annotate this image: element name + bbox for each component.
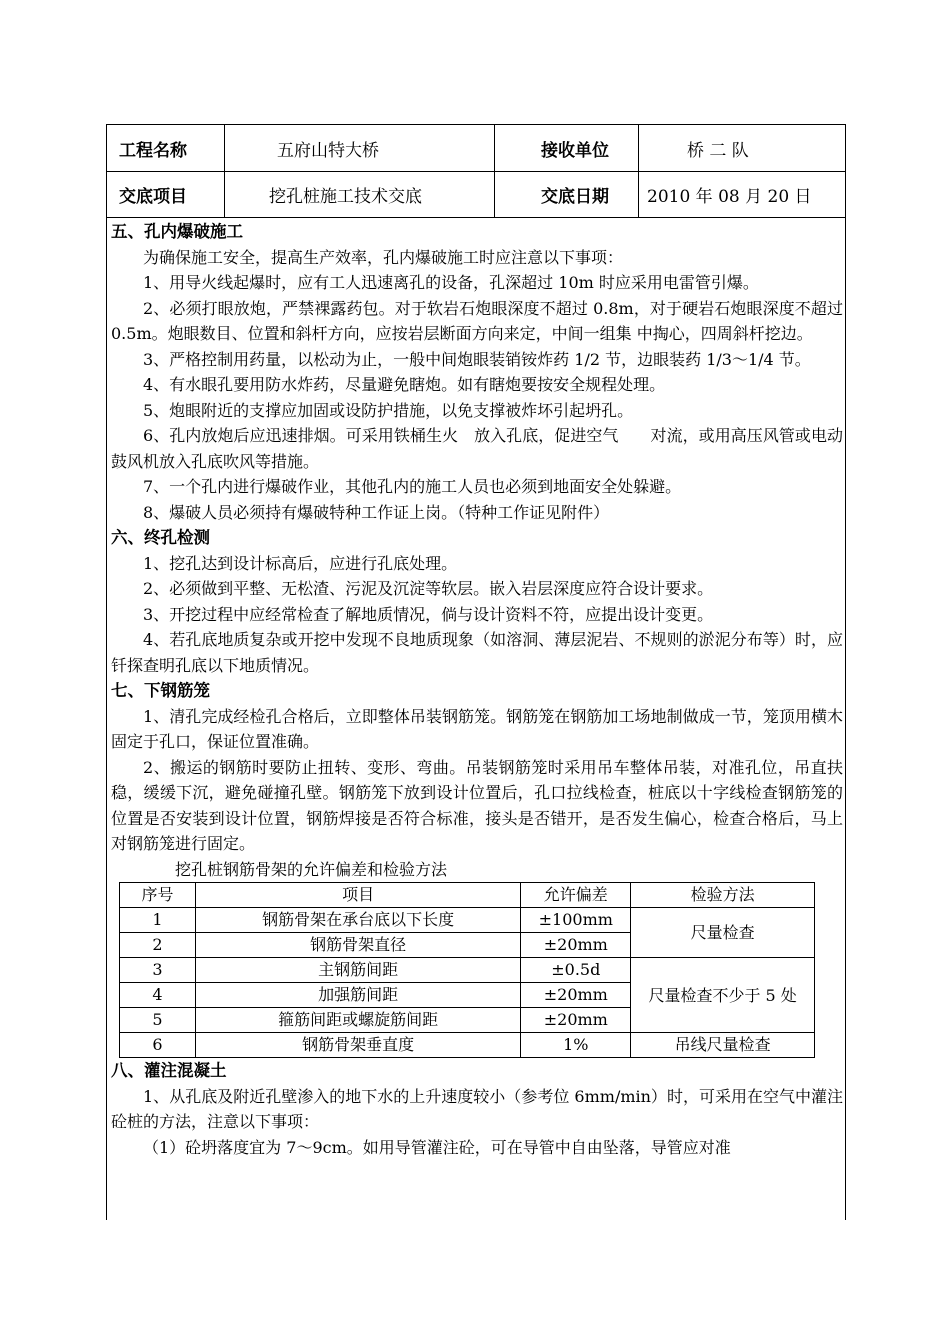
paragraph: 3、开挖过程中应经常检查了解地质情况，倘与设计资料不符，应提出设计变更。 [143, 604, 714, 624]
row-tolerance: ±100mm [521, 908, 631, 933]
row-item: 钢筋骨架垂直度 [195, 1033, 520, 1058]
section-title: 七、下钢筋笼 [111, 681, 210, 700]
header-divider [638, 125, 639, 217]
receiver-label: 接收单位 [541, 140, 609, 161]
row-tolerance: ±20mm [521, 933, 631, 958]
row-number: 5 [120, 1008, 196, 1033]
paragraph: 2、必须做到平整、无松渣、污泥及沉淀等软层。嵌入岩层深度应符合设计要求。 [143, 579, 714, 598]
header-divider [224, 125, 225, 217]
paragraph: 4、若孔底地质复杂或开挖中发现不良地质现象（如溶洞、薄层泥岩、不规则的淤泥分布等）时，应钎探查明孔底以下地质情况。 [111, 630, 843, 675]
paragraph: 4、有水眼孔要用防水炸药，尽量避免瞎炮。如有瞎炮要按安全规程处理。 [143, 375, 666, 394]
table-header-row [120, 883, 815, 908]
table-header: 允许偏差 [521, 883, 631, 908]
row-method: 尺量检查 [631, 908, 815, 958]
table-header: 序号 [120, 883, 196, 908]
item-value: 挖孔桩施工技术交底 [269, 186, 422, 207]
paragraph: （1）砼坍落度宜为 7～9cm。如用导管灌注砼，可在导管中自由坠落，导管应对准 [143, 1137, 731, 1157]
receiver-value: 桥 二 队 [687, 140, 749, 161]
project-name-value: 五府山特大桥 [277, 140, 379, 161]
row-item: 加强筋间距 [195, 983, 520, 1008]
row-number: 6 [120, 1033, 196, 1058]
row-tolerance: ±0.5d [521, 958, 631, 983]
header-row-1 [107, 125, 845, 172]
paragraph: 6、孔内放炮后应迅速排烟。可采用铁桶生火 放入孔底，促进空气 对流，或用高压风管或电动鼓风机放入孔底吹风等措施。 [111, 426, 843, 471]
paragraph: 5、炮眼附近的支撑应加固或设防护措施，以免支撑被炸坏引起坍孔。 [143, 400, 634, 420]
table-header: 检验方法 [631, 883, 815, 908]
row-number: 1 [120, 908, 196, 933]
paragraph: 1、清孔完成经检孔合格后，立即整体吊装钢筋笼。钢筋笼在钢筋加工场地制做成一节，笼顶用横木固定于孔口，保证位置准确。 [111, 706, 843, 751]
paragraph: 7、一个孔内进行爆破作业，其他孔内的施工人员也必须到地面安全处躲避。 [143, 477, 682, 496]
section-title: 八、灌注混凝土 [111, 1061, 227, 1080]
row-tolerance: ±20mm [521, 1008, 631, 1033]
header-row-2 [107, 171, 845, 218]
row-number: 4 [120, 983, 196, 1008]
row-item: 主钢筋间距 [195, 958, 520, 983]
date-value: 2010 年 08 月 20 日 [647, 186, 812, 207]
table-header: 项目 [195, 883, 520, 908]
table-caption: 挖孔桩钢筋骨架的允许偏差和检验方法 [175, 859, 448, 879]
paragraph: 1、从孔底及附近孔壁渗入的地下水的上升速度较小（参考位 6mm/min）时，可采用在空气中灌注砼桩的方法，注意以下事项： [111, 1086, 843, 1131]
tolerance-table [119, 882, 815, 1058]
row-item: 钢筋骨架在承台底以下长度 [195, 908, 520, 933]
section-title: 五、孔内爆破施工 [111, 222, 243, 241]
row-tolerance: ±20mm [521, 983, 631, 1008]
row-number: 3 [120, 958, 196, 983]
row-number: 2 [120, 933, 196, 958]
table-row [120, 958, 815, 983]
date-label: 交底日期 [541, 186, 609, 207]
row-tolerance: 1% [521, 1033, 631, 1058]
paragraph: 1、挖孔达到设计标高后，应进行孔底处理。 [143, 553, 458, 573]
paragraph: 2、搬运的钢筋时要防止扭转、变形、弯曲。吊装钢筋笼时采用吊车整体吊装，对准孔位，吊直扶稳，缓缓下沉，避免碰撞孔壁。钢筋笼下放到设计位置后，孔口拉线检查，桩底以十字线检查钢筋笼的位置是否安装到设计位置，钢筋焊接是否符合标准，接头是否错开，是否发生偏心，检查合格后，马上对钢筋笼进行固定。 [111, 757, 843, 853]
item-label: 交底项目 [119, 186, 187, 207]
project-name-label: 工程名称 [119, 140, 187, 161]
header-divider [494, 125, 495, 217]
table-row [120, 908, 815, 933]
document-body [111, 219, 843, 1160]
row-method: 尺量检查不少于 5 处 [631, 958, 815, 1033]
table-row [120, 1033, 815, 1058]
paragraph: 8、爆破人员必须持有爆破特种工作证上岗。（特种工作证见附件） [143, 502, 610, 522]
paragraph: 2、必须打眼放炮，严禁裸露药包。对于软岩石炮眼深度不超过 0.8m，对于硬岩石炮眼深度不超过 0.5m。炮眼数目、位置和斜杆方向，应按岩层断面方向来定，中间一组集 中掏心，四周斜杆挖边。 [111, 298, 843, 343]
paragraph: 1、用导火线起爆时，应有工人迅速离孔的设备，孔深超过 10m 时应采用电雷管引爆。 [143, 273, 759, 292]
paragraph: 3、严格控制用药量，以松动为止，一般中间炮眼装销铵炸药 1/2 节，边眼装药 1/3～1/4 节。 [143, 349, 811, 369]
document-frame [106, 124, 846, 1220]
row-method: 吊线尺量检查 [631, 1033, 815, 1058]
row-item: 箍筋间距或螺旋筋间距 [195, 1008, 520, 1033]
section-title: 六、终孔检测 [111, 528, 210, 547]
paragraph: 为确保施工安全，提高生产效率，孔内爆破施工时应注意以下事项： [143, 247, 624, 267]
row-item: 钢筋骨架直径 [195, 933, 520, 958]
